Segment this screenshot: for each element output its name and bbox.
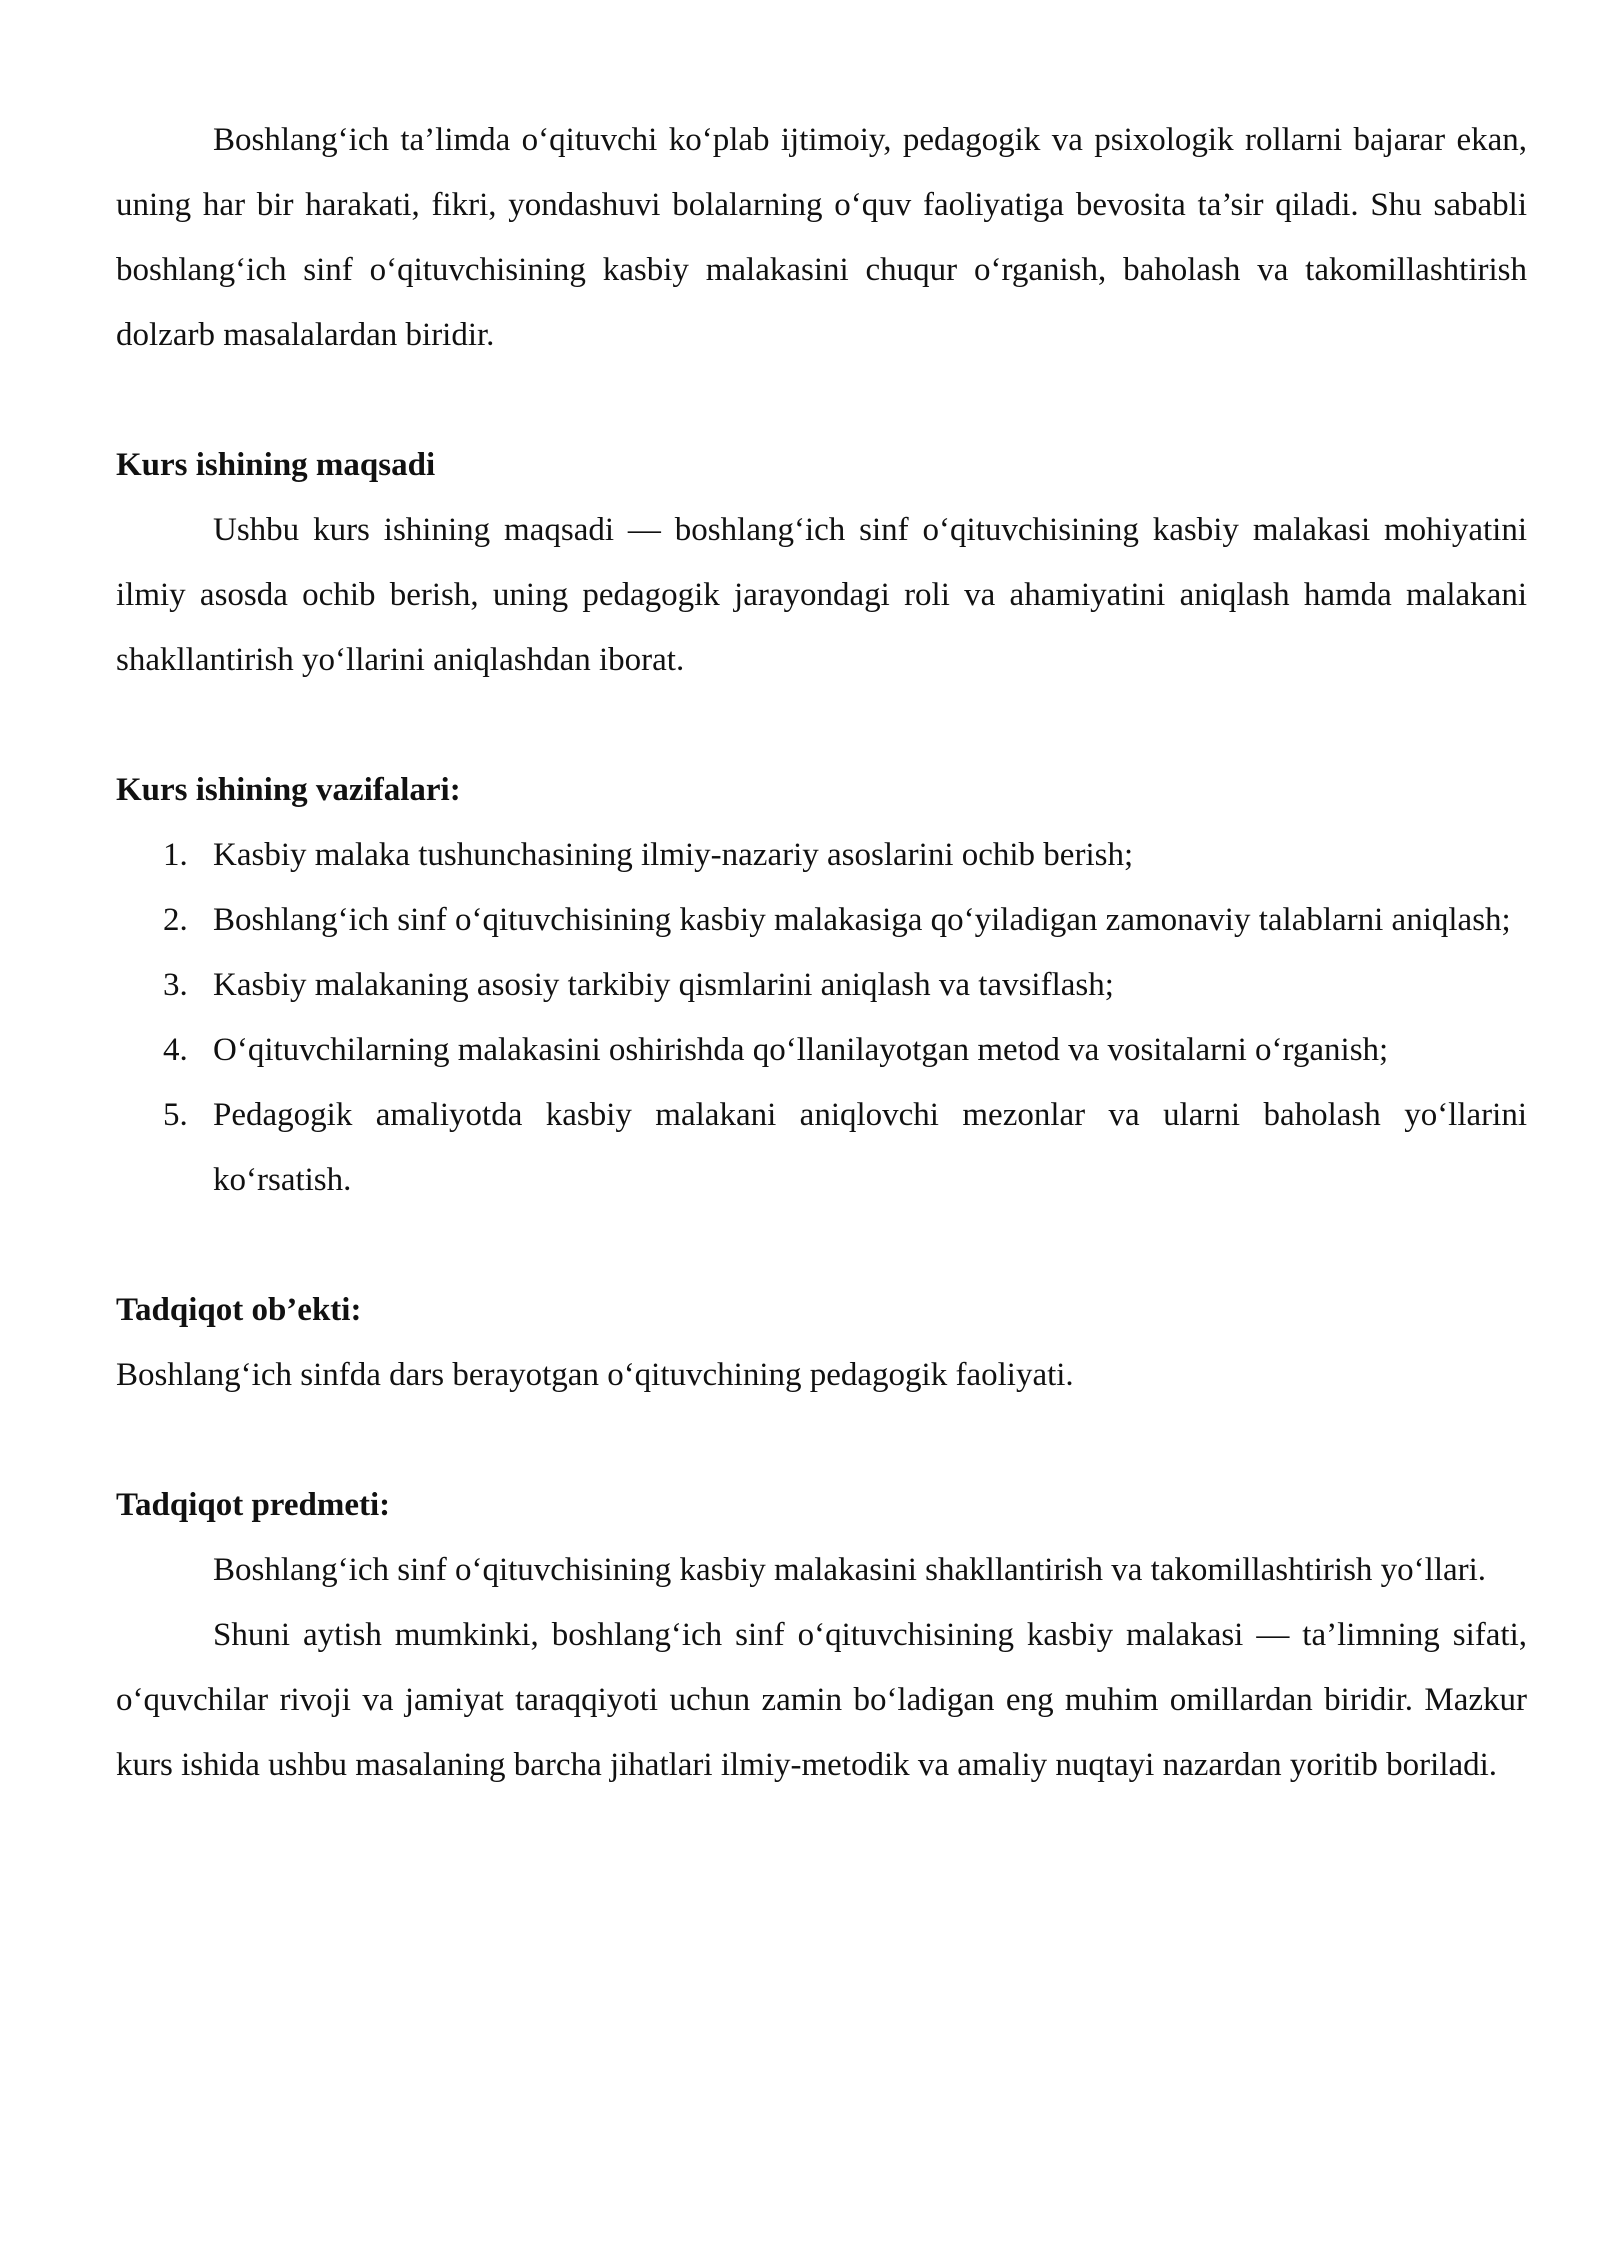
list-item-number: 1. — [163, 837, 188, 873]
list-item — [116, 888, 1527, 953]
object-paragraph: Boshlang‘ich sinfda dars berayotgan o‘qituvchining pedagogik faoliyati. — [116, 1357, 1074, 1393]
list-item — [116, 1018, 1527, 1083]
list-item-number: 5. — [163, 1097, 188, 1133]
list-item-number: 4. — [163, 1032, 188, 1068]
aim-paragraph: Ushbu kurs ishining maqsadi — boshlang‘ich sinf o‘qituvchisining kasbiy malakasi mohiyatini ilmiy asosda ochib berish, uning pedagogik jarayondagi roli va ahamiyatini aniqlash hamda malakani shakllantirish yo‘llarini aniqlashdan iborat. — [116, 512, 1527, 678]
list-item — [116, 823, 1527, 888]
subject-paragraph: Boshlang‘ich sinf o‘qituvchisining kasbiy malakasini shakllantirish va takomillashtirish yo‘llari. — [213, 1552, 1487, 1588]
list-item-text: Pedagogik amaliyotda kasbiy malakani aniqlovchi mezonlar va ularni baholash yo‘llarini ko‘rsatish. — [213, 1097, 1527, 1198]
subject-heading: Tadqiqot predmeti: — [116, 1487, 391, 1523]
section-gap — [116, 1408, 1527, 1473]
tasks-heading: Kurs ishining vazifalari: — [116, 772, 461, 808]
tasks-list — [116, 823, 1527, 1213]
list-item — [116, 1083, 1527, 1213]
conclusion-paragraph: Shuni aytish mumkinki, boshlang‘ich sinf o‘qituvchisining kasbiy malakasi — ta’limning sifati, o‘quvchilar rivoji va jamiyat taraqqiyoti uchun zamin bo‘ladigan eng muhim omillardan biridir. Mazkur kurs ishida ushbu masalaning barcha jihatlari ilmiy-metodik va amaliy nuqtayi nazardan yoritib boriladi. — [116, 1617, 1527, 1783]
aim-heading: Kurs ishining maqsadi — [116, 447, 436, 483]
section-gap — [116, 368, 1527, 433]
list-item-number: 3. — [163, 967, 188, 1003]
document-page — [116, 108, 1527, 1798]
list-item-number: 2. — [163, 902, 188, 938]
section-gap — [116, 693, 1527, 758]
list-item — [116, 953, 1527, 1018]
object-heading: Tadqiqot ob’ekti: — [116, 1292, 362, 1328]
list-item-text: O‘qituvchilarning malakasini oshirishda qo‘llanilayotgan metod va vositalarni o‘rganish; — [213, 1032, 1389, 1068]
list-item-text: Kasbiy malaka tushunchasining ilmiy-nazariy asoslarini ochib berish; — [213, 837, 1134, 873]
list-item-text: Boshlang‘ich sinf o‘qituvchisining kasbiy malakasiga qo‘yiladigan zamonaviy talablarni aniqlash; — [213, 902, 1511, 938]
intro-paragraph: Boshlang‘ich ta’limda o‘qituvchi ko‘plab ijtimoiy, pedagogik va psixologik rollarni bajarar ekan, uning har bir harakati, fikri, yondashuvi bolalarning o‘quv faoliyatiga bevosita ta’sir qiladi. Shu sababli boshlang‘ich sinf o‘qituvchisining kasbiy malakasini chuqur o‘rganish, baholash va takomillashtirish dolzarb masalalardan biridir. — [116, 122, 1527, 353]
section-gap — [116, 1213, 1527, 1278]
list-item-text: Kasbiy malakaning asosiy tarkibiy qismlarini aniqlash va tavsiflash; — [213, 967, 1114, 1003]
